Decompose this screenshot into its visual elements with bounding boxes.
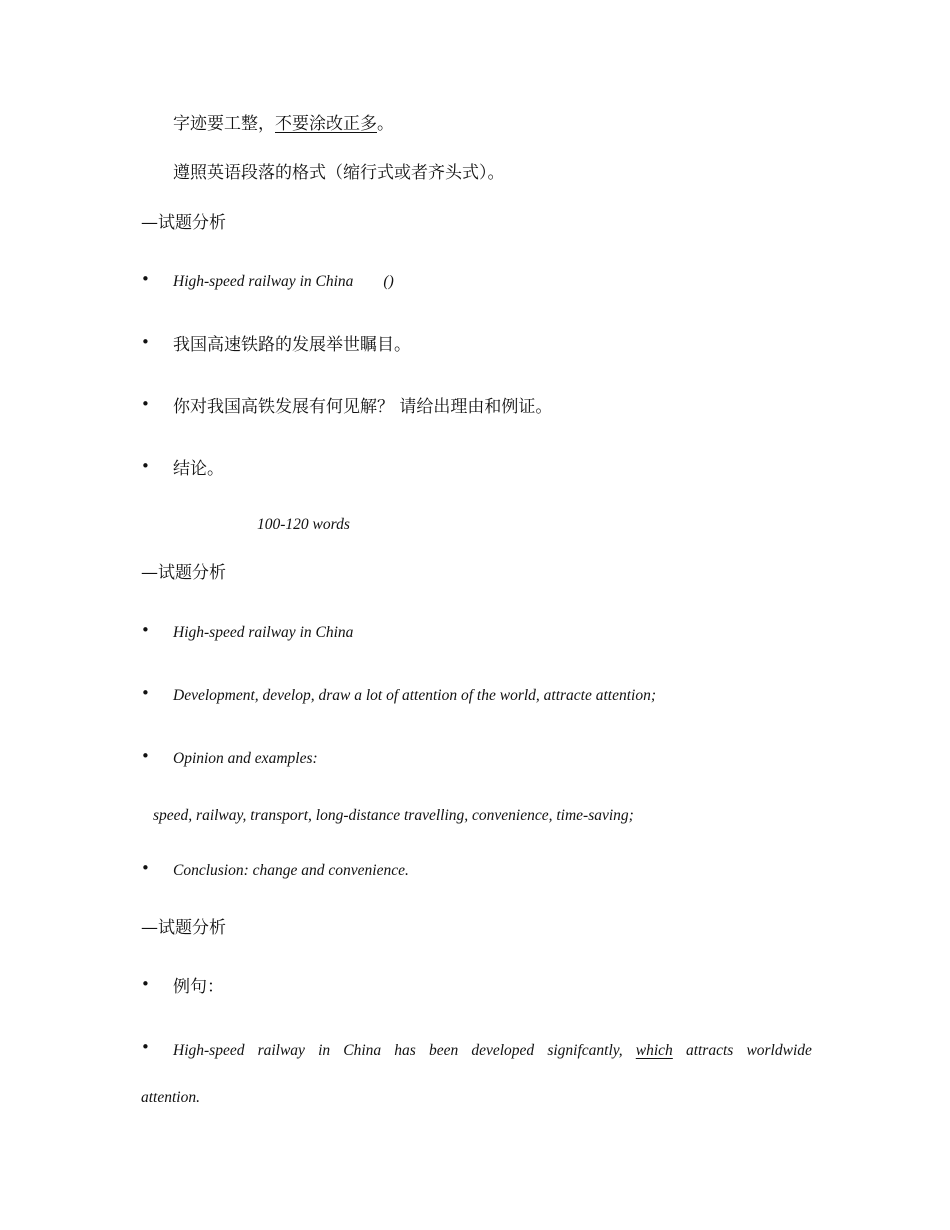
analysis-point: Development, develop, draw a lot of attention of the world, attracte attention; <box>173 687 657 704</box>
sentence-word: has <box>394 1042 416 1059</box>
prompt-point: 我国高速铁路的发展举世瞩目。 <box>173 335 411 355</box>
bullet: • <box>141 747 150 765</box>
sentence-word: China <box>343 1042 382 1059</box>
bullet: • <box>141 333 150 351</box>
bullet: • <box>141 975 150 993</box>
sentence-word: railway <box>257 1042 305 1059</box>
topic-title-parens: () <box>383 273 394 290</box>
bullet: • <box>141 1038 150 1056</box>
prompt-point: 你对我国高铁发展有何见解？ 请给出理由和例证。 <box>173 397 553 417</box>
analysis-point: High-speed railway in China <box>173 624 354 641</box>
sentence-word: High-speed <box>173 1042 245 1059</box>
sentence-word: developed <box>471 1042 535 1059</box>
handwriting-requirement <box>173 116 394 133</box>
analysis-point: Opinion and examples: <box>173 750 318 767</box>
bullet: • <box>141 395 150 413</box>
example-label: 例句： <box>173 977 224 997</box>
sentence-continuation: attention. <box>141 1089 200 1106</box>
section-heading: —试题分析 <box>141 563 226 583</box>
conclusion-point: Conclusion: change and convenience. <box>173 862 409 879</box>
bullet: • <box>141 621 150 639</box>
topic-title-text: High-speed railway in China <box>173 273 354 290</box>
bullet: • <box>141 684 150 702</box>
topic-title <box>173 274 394 290</box>
handwriting-prefix: 字迹要工整， <box>173 114 275 134</box>
handwriting-suffix: 。 <box>377 114 394 134</box>
section-heading: —试题分析 <box>141 918 226 938</box>
sentence-word: in <box>318 1042 331 1059</box>
example-sentence <box>173 1042 812 1060</box>
bullet: • <box>141 457 150 475</box>
bullet: • <box>141 270 150 288</box>
prompt-point: 结论。 <box>173 459 224 479</box>
handwriting-underlined: 不要涂改正多 <box>275 114 377 134</box>
sentence-word: attracts <box>685 1042 734 1059</box>
word-count: 100-120 words <box>257 516 350 533</box>
sentence-word: been <box>428 1042 459 1059</box>
sentence-word: signifcantly, <box>547 1042 623 1059</box>
sentence-word: worldwide <box>746 1042 812 1059</box>
vocabulary-line: speed, railway, transport, long-distance travelling, convenience, time-saving; <box>153 807 634 824</box>
format-requirement: 遵照英语段落的格式（缩行式或者齐头式）。 <box>173 163 505 183</box>
section-heading: —试题分析 <box>141 213 226 233</box>
relative-pronoun-underlined: which <box>635 1042 673 1059</box>
bullet: • <box>141 859 150 877</box>
